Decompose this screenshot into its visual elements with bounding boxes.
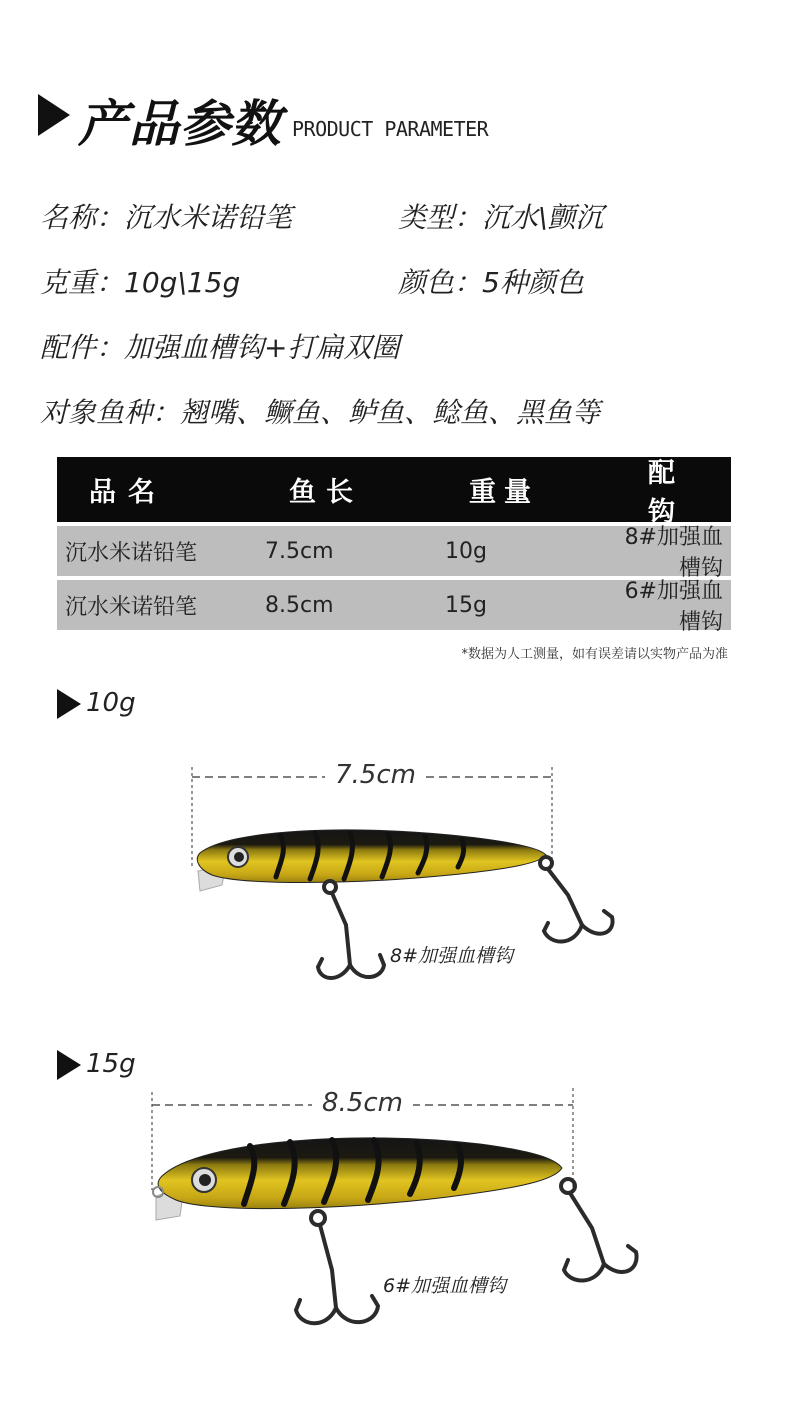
cell-length: 7.5cm [265,538,334,564]
section-arrow-icon [57,689,81,719]
lure-body [197,830,546,883]
header-weight: 重量 [469,477,539,508]
section-title: 产品参数 [78,95,282,153]
header-hook: 配钩 [648,457,687,528]
param-color: 颜色：5种颜色 [398,266,584,299]
section-subtitle: PRODUCT PARAMETER [292,117,489,141]
cell-hook: 8#加强血槽钩 [624,525,723,581]
param-target-fish: 对象鱼种：翘嘴、鳜鱼、鲈鱼、鲶鱼、黑鱼等 [40,396,601,429]
header-length: 鱼长 [289,477,363,508]
table-header [57,457,731,528]
table-row [57,579,731,635]
param-type: 类型：沉水\颤沉 [398,201,604,234]
cell-hook: 6#加强血槽钩 [624,579,723,635]
header-name: 品名 [89,477,167,508]
treble-hook-icon [561,1179,637,1281]
variant-label: 15g [86,1049,136,1079]
param-accessory: 配件：加强血槽钩+打扁双圈 [40,331,400,364]
section-arrow-icon [57,1050,81,1080]
spec-table [57,457,731,635]
treble-hook-icon [296,1211,378,1323]
cell-weight: 15g [445,592,487,618]
cell-length: 8.5cm [265,592,334,618]
cell-name: 沉水米诺铅笔 [65,594,198,620]
param-name: 名称：沉水米诺铅笔 [40,201,293,234]
hook-label: 8#加强血槽钩 [390,945,514,967]
lure-body [158,1138,562,1209]
param-weight: 克重：10g\15g [40,266,241,299]
table-row [57,525,731,581]
hook-label: 6#加强血槽钩 [383,1275,507,1297]
length-label: 7.5cm [325,760,426,790]
heading-arrow-icon [38,94,70,136]
cell-weight: 10g [445,538,487,564]
treble-hook-icon [318,881,384,978]
length-label: 8.5cm [312,1088,413,1118]
treble-hook-icon [540,857,613,942]
lure-15g-illustration [140,1080,680,1350]
measurement-note: *数据为人工测量，如有误差请以实物产品为准 [461,647,728,662]
variant-label: 10g [86,688,136,718]
cell-name: 沉水米诺铅笔 [65,540,198,566]
